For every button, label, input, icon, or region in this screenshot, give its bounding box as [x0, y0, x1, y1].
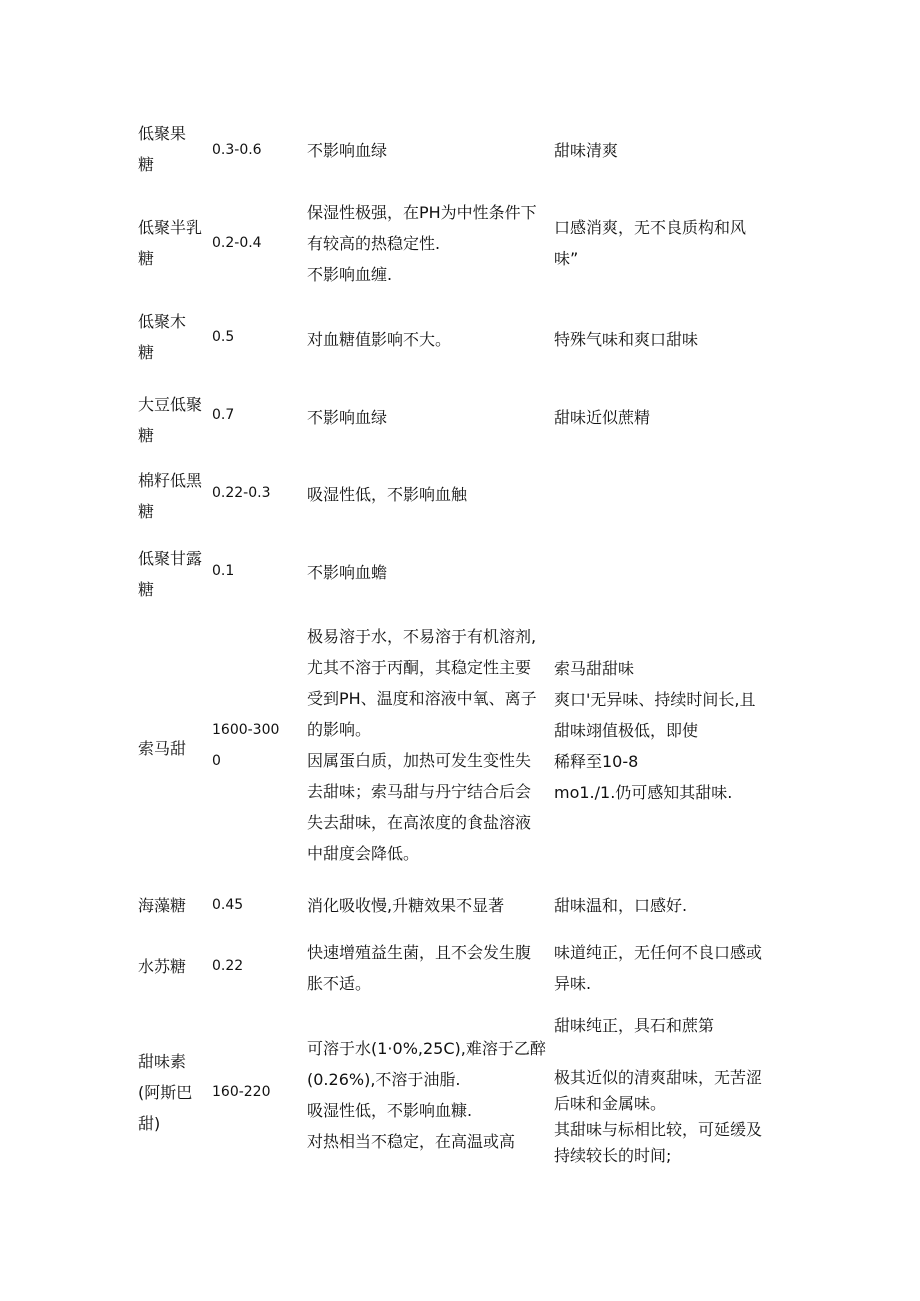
row-1-name: 低聚果 糖 — [138, 124, 187, 174]
row-9-sweetness: 0.22 — [212, 958, 244, 974]
row-1-properties: 不影响血绿 — [307, 141, 388, 160]
row-9-name: 水苏糖 — [138, 957, 187, 976]
row-2-sweetness: 0.2-0.4 — [212, 235, 262, 251]
row-10-taste: 甜味纯正，具石和蔗第 极其近似的清爽甜味，无苦涩 后味和金属味。 其甜味与标相比较，可延缓及 持续较长的时间; — [554, 1016, 763, 1165]
row-3-sweetness: 0.5 — [212, 329, 235, 345]
row-5-sweetness: 0.22-0.3 — [212, 485, 271, 501]
row-10-sweetness: 160-220 — [212, 1084, 271, 1100]
row-5-name: 棉籽低黑 糖 — [138, 471, 203, 521]
row-7-sweetness: 1600-300 0 — [212, 722, 280, 769]
row-2-taste: 口感消爽，无不良质构和风 味” — [554, 218, 747, 268]
row-6-properties: 不影响血蟾 — [307, 563, 388, 582]
row-8-sweetness: 0.45 — [212, 897, 244, 913]
row-8-taste: 甜味温和，口感好. — [554, 896, 688, 915]
row-4-taste: 甜味近似蔗精 — [554, 408, 651, 427]
row-6-sweetness: 0.1 — [212, 563, 235, 579]
row-4-sweetness: 0.7 — [212, 407, 235, 423]
row-2-name: 低聚半乳 糖 — [138, 218, 203, 268]
row-7-properties: 极易溶于水，不易溶于有机溶剂, 尤其不溶于丙酮，其稳定性主要 受到PH、温度和溶液中氧、离子 的影响。 因属蛋白质，加热可发生变性失 去甜味；索马甜与丹宁结合后会 失去甜味，在高浓度的食盐溶液 中甜度会降低。 — [307, 627, 537, 863]
row-10-properties: 可溶于水(1·0%,25C),难溶于乙醉 (0.26%),不溶于油脂. 吸湿性低，不影响血糠. 对热相当不稳定，在高温或高 — [307, 1039, 546, 1151]
row-7-taste: 索马甜甜味 爽口'无异味、持续时间长,且 甜味翊值极低，即使 稀释至10-8 mo1./1.仍可感知其甜味. — [554, 659, 756, 802]
row-1-sweetness: 0.3-0.6 — [212, 142, 262, 158]
row-8-name: 海藻糖 — [138, 896, 187, 915]
row-5-properties: 吸湿性低，不影响血触 — [307, 485, 468, 504]
row-9-taste: 味道纯正，无任何不良口感或 异味. — [554, 943, 763, 993]
row-8-properties: 消化吸收慢,升糖效果不显著 — [307, 896, 505, 915]
row-2-properties: 保湿性极强，在PH为中性条件下 有较高的热稳定性. 不影响血缠. — [307, 203, 537, 284]
row-4-properties: 不影响血绿 — [307, 408, 388, 427]
row-10-name: 甜味素 (阿斯巴 甜) — [138, 1052, 193, 1133]
row-6-name: 低聚甘露 糖 — [138, 549, 203, 599]
row-7-name: 索马甜 — [138, 739, 187, 758]
row-9-properties: 快速增殖益生菌，且不会发生腹 胀不适。 — [307, 943, 532, 993]
row-4-name: 大豆低聚 糖 — [138, 395, 203, 445]
row-3-name: 低聚木 糖 — [138, 312, 187, 362]
row-3-taste: 特殊气味和爽口甜味 — [554, 330, 699, 349]
row-3-properties: 对血糖值影响不大。 — [307, 330, 452, 349]
row-1-taste: 甜味清爽 — [554, 141, 619, 160]
